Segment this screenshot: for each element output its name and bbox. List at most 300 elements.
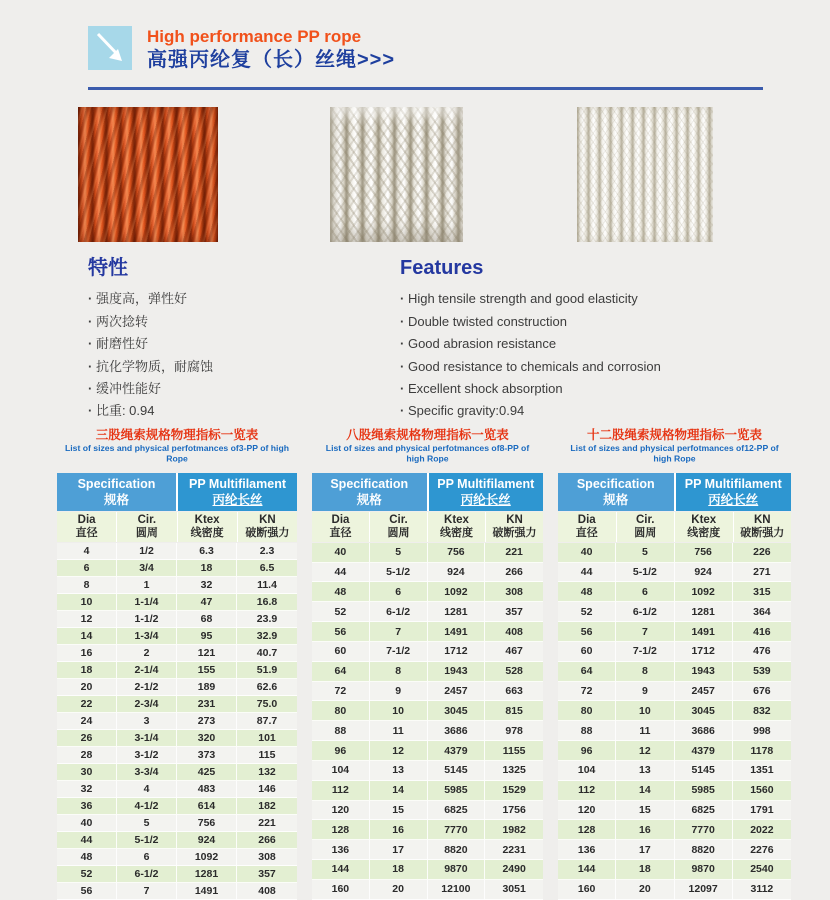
table-row bbox=[312, 781, 543, 801]
table-header-groups bbox=[57, 473, 297, 511]
table-cell: 11.4 bbox=[237, 577, 297, 594]
table-cell: 9870 bbox=[675, 860, 733, 880]
table-cell: 13 bbox=[370, 761, 428, 781]
feature-item: · 抗化学物质，耐腐蚀 bbox=[88, 356, 400, 378]
table-row bbox=[312, 582, 543, 602]
table-row bbox=[558, 801, 791, 821]
table-column-headers bbox=[312, 512, 543, 542]
table-row bbox=[312, 682, 543, 702]
table-row bbox=[312, 761, 543, 781]
table-cell: 95 bbox=[177, 628, 237, 645]
table-cell: 12100 bbox=[428, 880, 486, 900]
table-cell: 1491 bbox=[428, 622, 486, 642]
table-cell: 10 bbox=[370, 701, 428, 721]
spec-table-8-strand bbox=[312, 428, 543, 900]
table-cell: 6 bbox=[117, 849, 177, 866]
table-cell: 60 bbox=[312, 642, 370, 662]
table-row bbox=[57, 696, 297, 713]
table-cell: 9 bbox=[616, 682, 674, 702]
table-cell: 7 bbox=[370, 622, 428, 642]
table-cell: 136 bbox=[312, 840, 370, 860]
table-row bbox=[57, 577, 297, 594]
table-cell: 815 bbox=[485, 701, 543, 721]
page-title-cn: 高强丙纶复（长）丝绳>>> bbox=[147, 49, 396, 72]
features-cn-heading: 特性 bbox=[88, 257, 128, 280]
table-cell: 7-1/2 bbox=[370, 642, 428, 662]
table-header-groups bbox=[312, 473, 543, 511]
table-body bbox=[558, 543, 791, 900]
table-cell: 1281 bbox=[428, 602, 486, 622]
table-cell: 18 bbox=[57, 662, 117, 679]
table-cell: 189 bbox=[177, 679, 237, 696]
header-group-material bbox=[429, 473, 544, 511]
table-cell: 87.7 bbox=[237, 713, 297, 730]
col-header-ktex: Ktex 线密度 bbox=[428, 512, 486, 542]
table-cell: 2231 bbox=[485, 840, 543, 860]
table-cell: 7 bbox=[117, 883, 177, 900]
table-title-en: List of sizes and physical perfotmances of8-PP of high Rope bbox=[325, 443, 530, 464]
table-cell: 72 bbox=[558, 682, 616, 702]
table-cell: 32 bbox=[177, 577, 237, 594]
table-cell: 266 bbox=[485, 563, 543, 583]
col-header-kn: KN 破断强力 bbox=[486, 512, 543, 542]
table-row bbox=[57, 730, 297, 747]
table-row bbox=[312, 820, 543, 840]
header-group-material bbox=[178, 473, 297, 511]
table-cell: 6 bbox=[57, 560, 117, 577]
table-cell: 8 bbox=[616, 662, 674, 682]
table-row bbox=[558, 820, 791, 840]
spec-tables-section bbox=[0, 428, 830, 900]
table-cell: 12 bbox=[57, 611, 117, 628]
table-cell: 40.7 bbox=[237, 645, 297, 662]
table-row bbox=[558, 662, 791, 682]
group-label-cn: 丙纶长丝 bbox=[212, 492, 263, 507]
table-row bbox=[57, 781, 297, 798]
table-row bbox=[57, 815, 297, 832]
table-cell: 6-1/2 bbox=[616, 602, 674, 622]
table-cell: 28 bbox=[57, 747, 117, 764]
table-row bbox=[558, 622, 791, 642]
table-title-cn: 三股绳索规格物理指标一览表 bbox=[95, 427, 259, 442]
table-cell: 1092 bbox=[675, 582, 733, 602]
table-cell: 483 bbox=[177, 781, 237, 798]
features-section bbox=[0, 257, 830, 422]
table-cell: 62.6 bbox=[237, 679, 297, 696]
table-cell: 320 bbox=[177, 730, 237, 747]
table-cell: 7-1/2 bbox=[616, 642, 674, 662]
table-row bbox=[558, 563, 791, 583]
table-cell: 5 bbox=[370, 543, 428, 563]
table-cell: 128 bbox=[312, 820, 370, 840]
table-cell: 3-1/4 bbox=[117, 730, 177, 747]
group-label-cn: 规格 bbox=[103, 492, 129, 507]
table-cell: 978 bbox=[485, 721, 543, 741]
table-row bbox=[57, 832, 297, 849]
table-cell: 52 bbox=[57, 866, 117, 883]
table-cell: 221 bbox=[237, 815, 297, 832]
table-cell: 271 bbox=[733, 563, 791, 583]
group-label-en: PP Multifilament bbox=[437, 476, 535, 491]
table-cell: 1 bbox=[117, 577, 177, 594]
table-cell: 8 bbox=[57, 577, 117, 594]
table-cell: 30 bbox=[57, 764, 117, 781]
table-cell: 18 bbox=[370, 860, 428, 880]
table-cell: 2-3/4 bbox=[117, 696, 177, 713]
table-cell: 80 bbox=[558, 701, 616, 721]
table-cell: 24 bbox=[57, 713, 117, 730]
table-cell: 8820 bbox=[428, 840, 486, 860]
group-label-en: PP Multifilament bbox=[684, 476, 782, 491]
group-label-cn: 丙纶长丝 bbox=[708, 492, 759, 507]
table-cell: 40 bbox=[312, 543, 370, 563]
table-cell: 676 bbox=[733, 682, 791, 702]
table-cell: 3-3/4 bbox=[117, 764, 177, 781]
table-cell: 1491 bbox=[675, 622, 733, 642]
col-header-dia: Dia 直径 bbox=[57, 512, 117, 542]
table-cell: 8 bbox=[370, 662, 428, 682]
table-row bbox=[558, 701, 791, 721]
table-row bbox=[312, 801, 543, 821]
orange-3-strand-rope-photo bbox=[78, 107, 218, 242]
feature-item: · Double twisted construction bbox=[400, 311, 661, 333]
table-cell: 3045 bbox=[675, 701, 733, 721]
table-cell: 5985 bbox=[428, 781, 486, 801]
feature-item: · 强度高，弹性好 bbox=[88, 288, 400, 310]
table-row bbox=[57, 883, 297, 900]
table-cell: 96 bbox=[312, 741, 370, 761]
table-cell: 2.3 bbox=[237, 543, 297, 560]
table-cell: 1281 bbox=[675, 602, 733, 622]
table-cell: 2490 bbox=[485, 860, 543, 880]
table-cell: 11 bbox=[616, 721, 674, 741]
table-cell: 47 bbox=[177, 594, 237, 611]
table-cell: 364 bbox=[733, 602, 791, 622]
table-row bbox=[57, 747, 297, 764]
table-cell: 1281 bbox=[177, 866, 237, 883]
table-cell: 44 bbox=[312, 563, 370, 583]
table-cell: 14 bbox=[616, 781, 674, 801]
page-title bbox=[147, 26, 395, 74]
table-cell: 4379 bbox=[428, 741, 486, 761]
table-row bbox=[312, 840, 543, 860]
table-cell: 144 bbox=[558, 860, 616, 880]
table-cell: 12 bbox=[370, 741, 428, 761]
group-label-cn: 丙纶长丝 bbox=[460, 492, 511, 507]
table-cell: 528 bbox=[485, 662, 543, 682]
table-cell: 80 bbox=[312, 701, 370, 721]
table-cell: 6825 bbox=[428, 801, 486, 821]
table-cell: 12 bbox=[616, 741, 674, 761]
table-cell: 52 bbox=[312, 602, 370, 622]
table-cell: 5 bbox=[117, 815, 177, 832]
table-cell: 756 bbox=[177, 815, 237, 832]
table-title-en: List of sizes and physical perfotmances of3-PP of high Rope bbox=[64, 443, 290, 464]
features-en-heading: Features bbox=[400, 257, 484, 280]
header-group-specification bbox=[312, 473, 429, 511]
table-cell: 2457 bbox=[675, 682, 733, 702]
table-row bbox=[312, 880, 543, 900]
table-cell: 756 bbox=[428, 543, 486, 563]
table-row bbox=[312, 543, 543, 563]
table-row bbox=[57, 645, 297, 662]
table-row bbox=[312, 721, 543, 741]
table-cell: 467 bbox=[485, 642, 543, 662]
table-cell: 68 bbox=[177, 611, 237, 628]
table-cell: 56 bbox=[312, 622, 370, 642]
white-12-strand-rope-photo bbox=[577, 107, 713, 242]
table-cell: 1491 bbox=[177, 883, 237, 900]
table-row bbox=[57, 849, 297, 866]
feature-item: · High tensile strength and good elasticity bbox=[400, 288, 661, 310]
table-cell: 120 bbox=[558, 801, 616, 821]
table-cell: 663 bbox=[485, 682, 543, 702]
table-cell: 20 bbox=[370, 880, 428, 900]
col-header-cir: Cir. 圆周 bbox=[617, 512, 676, 542]
table-cell: 15 bbox=[616, 801, 674, 821]
table-cell: 5-1/2 bbox=[616, 563, 674, 583]
table-cell: 3686 bbox=[428, 721, 486, 741]
page-title-en: High performance PP rope bbox=[147, 27, 362, 46]
table-cell: 96 bbox=[558, 741, 616, 761]
table-row bbox=[312, 642, 543, 662]
col-header-kn: KN 破断强力 bbox=[238, 512, 297, 542]
table-row bbox=[558, 741, 791, 761]
table-cell: 614 bbox=[177, 798, 237, 815]
table-cell: 1-1/4 bbox=[117, 594, 177, 611]
table-cell: 11 bbox=[370, 721, 428, 741]
table-cell: 16.8 bbox=[237, 594, 297, 611]
table-cell: 7770 bbox=[428, 820, 486, 840]
table-cell: 6-1/2 bbox=[370, 602, 428, 622]
table-row bbox=[57, 662, 297, 679]
spec-table-12-strand bbox=[558, 428, 791, 900]
table-cell: 1351 bbox=[733, 761, 791, 781]
table-cell: 132 bbox=[237, 764, 297, 781]
feature-item: · Excellent shock absorption bbox=[400, 378, 661, 400]
table-cell: 1712 bbox=[675, 642, 733, 662]
table-cell: 1982 bbox=[485, 820, 543, 840]
table-row bbox=[57, 764, 297, 781]
features-en-list bbox=[400, 288, 661, 422]
table-cell: 6-1/2 bbox=[117, 866, 177, 883]
table-cell: 2 bbox=[117, 645, 177, 662]
table-cell: 22 bbox=[57, 696, 117, 713]
table-row bbox=[558, 781, 791, 801]
table-row bbox=[312, 662, 543, 682]
col-header-ktex: Ktex 线密度 bbox=[178, 512, 238, 542]
table-row bbox=[558, 682, 791, 702]
table-cell: 10 bbox=[57, 594, 117, 611]
table-row bbox=[57, 866, 297, 883]
table-cell: 231 bbox=[177, 696, 237, 713]
table-cell: 1092 bbox=[177, 849, 237, 866]
table-row bbox=[57, 713, 297, 730]
table-cell: 539 bbox=[733, 662, 791, 682]
table-row bbox=[312, 701, 543, 721]
table-cell: 40 bbox=[558, 543, 616, 563]
col-header-ktex: Ktex 线密度 bbox=[675, 512, 734, 542]
group-label-en: PP Multifilament bbox=[188, 476, 286, 491]
feature-item: · Good abrasion resistance bbox=[400, 333, 661, 355]
table-cell: 16 bbox=[370, 820, 428, 840]
feature-item: · 两次捻转 bbox=[88, 311, 400, 333]
table-cell: 56 bbox=[558, 622, 616, 642]
table-cell: 425 bbox=[177, 764, 237, 781]
table-cell: 4 bbox=[57, 543, 117, 560]
table-cell: 3112 bbox=[733, 880, 791, 900]
table-cell: 7770 bbox=[675, 820, 733, 840]
table-cell: 13 bbox=[616, 761, 674, 781]
table-cell: 2-1/4 bbox=[117, 662, 177, 679]
table-cell: 1943 bbox=[675, 662, 733, 682]
table-cell: 5145 bbox=[428, 761, 486, 781]
table-header-groups bbox=[558, 473, 791, 511]
table-row bbox=[558, 543, 791, 563]
group-label-en: Specification bbox=[77, 476, 156, 491]
table-cell: 72 bbox=[312, 682, 370, 702]
table-cell: 14 bbox=[57, 628, 117, 645]
table-cell: 16 bbox=[616, 820, 674, 840]
table-row bbox=[558, 761, 791, 781]
table-cell: 6.5 bbox=[237, 560, 297, 577]
table-row bbox=[312, 602, 543, 622]
table-title-en: List of sizes and physical perfotmances of12-PP of high Rope bbox=[570, 443, 779, 464]
table-cell: 32.9 bbox=[237, 628, 297, 645]
table-cell: 2022 bbox=[733, 820, 791, 840]
white-8-strand-rope-photo bbox=[330, 107, 463, 242]
table-cell: 7 bbox=[616, 622, 674, 642]
table-cell: 1943 bbox=[428, 662, 486, 682]
col-header-dia: Dia 直径 bbox=[558, 512, 617, 542]
table-cell: 60 bbox=[558, 642, 616, 662]
table-cell: 51.9 bbox=[237, 662, 297, 679]
group-label-en: Specification bbox=[330, 476, 409, 491]
table-column-headers bbox=[558, 512, 791, 542]
table-cell: 226 bbox=[733, 543, 791, 563]
table-cell: 6825 bbox=[675, 801, 733, 821]
table-cell: 52 bbox=[558, 602, 616, 622]
table-cell: 1092 bbox=[428, 582, 486, 602]
table-cell: 64 bbox=[312, 662, 370, 682]
table-cell: 1560 bbox=[733, 781, 791, 801]
table-column-headers bbox=[57, 512, 297, 542]
table-cell: 2457 bbox=[428, 682, 486, 702]
table-cell: 32 bbox=[57, 781, 117, 798]
table-cell: 40 bbox=[57, 815, 117, 832]
table-cell: 3-1/2 bbox=[117, 747, 177, 764]
table-cell: 155 bbox=[177, 662, 237, 679]
table-cell: 44 bbox=[57, 832, 117, 849]
table-row bbox=[558, 860, 791, 880]
table-cell: 56 bbox=[57, 883, 117, 900]
table-body bbox=[57, 543, 297, 900]
table-cell: 221 bbox=[485, 543, 543, 563]
table-cell: 146 bbox=[237, 781, 297, 798]
features-cn bbox=[88, 257, 400, 422]
table-cell: 20 bbox=[57, 679, 117, 696]
table-title-cn: 八股绳索规格物理指标一览表 bbox=[346, 427, 509, 442]
table-cell: 120 bbox=[312, 801, 370, 821]
table-row bbox=[558, 642, 791, 662]
table-row bbox=[312, 741, 543, 761]
table-cell: 10 bbox=[616, 701, 674, 721]
page-header bbox=[0, 0, 830, 74]
table-cell: 1756 bbox=[485, 801, 543, 821]
table-cell: 104 bbox=[312, 761, 370, 781]
table-cell: 416 bbox=[733, 622, 791, 642]
table-cell: 1791 bbox=[733, 801, 791, 821]
table-cell: 4379 bbox=[675, 741, 733, 761]
table-cell: 3/4 bbox=[117, 560, 177, 577]
table-cell: 1325 bbox=[485, 761, 543, 781]
feature-item: · Good resistance to chemicals and corrosion bbox=[400, 356, 661, 378]
features-cn-list bbox=[88, 288, 400, 422]
col-header-dia: Dia 直径 bbox=[312, 512, 370, 542]
product-photos bbox=[0, 107, 830, 242]
table-row bbox=[57, 560, 297, 577]
feature-item: · 耐磨性好 bbox=[88, 333, 400, 355]
table-cell: 5-1/2 bbox=[370, 563, 428, 583]
table-cell: 357 bbox=[237, 866, 297, 883]
table-cell: 1155 bbox=[485, 741, 543, 761]
group-label-en: Specification bbox=[576, 476, 655, 491]
table-cell: 3686 bbox=[675, 721, 733, 741]
table-row bbox=[57, 543, 297, 560]
table-cell: 18 bbox=[177, 560, 237, 577]
table-row bbox=[312, 622, 543, 642]
table-row bbox=[558, 840, 791, 860]
table-cell: 121 bbox=[177, 645, 237, 662]
table-row bbox=[558, 602, 791, 622]
table-cell: 18 bbox=[616, 860, 674, 880]
table-cell: 924 bbox=[428, 563, 486, 583]
table-cell: 20 bbox=[616, 880, 674, 900]
table-row bbox=[57, 679, 297, 696]
table-cell: 2540 bbox=[733, 860, 791, 880]
table-cell: 1-3/4 bbox=[117, 628, 177, 645]
spec-table-3-strand bbox=[57, 428, 297, 900]
table-cell: 1529 bbox=[485, 781, 543, 801]
table-title-cn: 十二股绳索规格物理指标一览表 bbox=[586, 427, 762, 442]
table-cell: 160 bbox=[312, 880, 370, 900]
table-cell: 4 bbox=[117, 781, 177, 798]
table-cell: 308 bbox=[485, 582, 543, 602]
table-cell: 64 bbox=[558, 662, 616, 682]
table-cell: 104 bbox=[558, 761, 616, 781]
table-cell: 6 bbox=[370, 582, 428, 602]
table-cell: 273 bbox=[177, 713, 237, 730]
table-cell: 4-1/2 bbox=[117, 798, 177, 815]
table-cell: 112 bbox=[312, 781, 370, 801]
table-cell: 9870 bbox=[428, 860, 486, 880]
table-cell: 266 bbox=[237, 832, 297, 849]
table-cell: 182 bbox=[237, 798, 297, 815]
table-cell: 3045 bbox=[428, 701, 486, 721]
table-cell: 44 bbox=[558, 563, 616, 583]
table-cell: 88 bbox=[312, 721, 370, 741]
table-cell: 832 bbox=[733, 701, 791, 721]
table-row bbox=[558, 880, 791, 900]
table-cell: 1/2 bbox=[117, 543, 177, 560]
table-cell: 6.3 bbox=[177, 543, 237, 560]
table-row bbox=[57, 594, 297, 611]
group-label-cn: 规格 bbox=[603, 492, 629, 507]
table-cell: 998 bbox=[733, 721, 791, 741]
table-row bbox=[57, 798, 297, 815]
feature-item: · 缓冲性能好 bbox=[88, 378, 400, 400]
table-cell: 17 bbox=[370, 840, 428, 860]
